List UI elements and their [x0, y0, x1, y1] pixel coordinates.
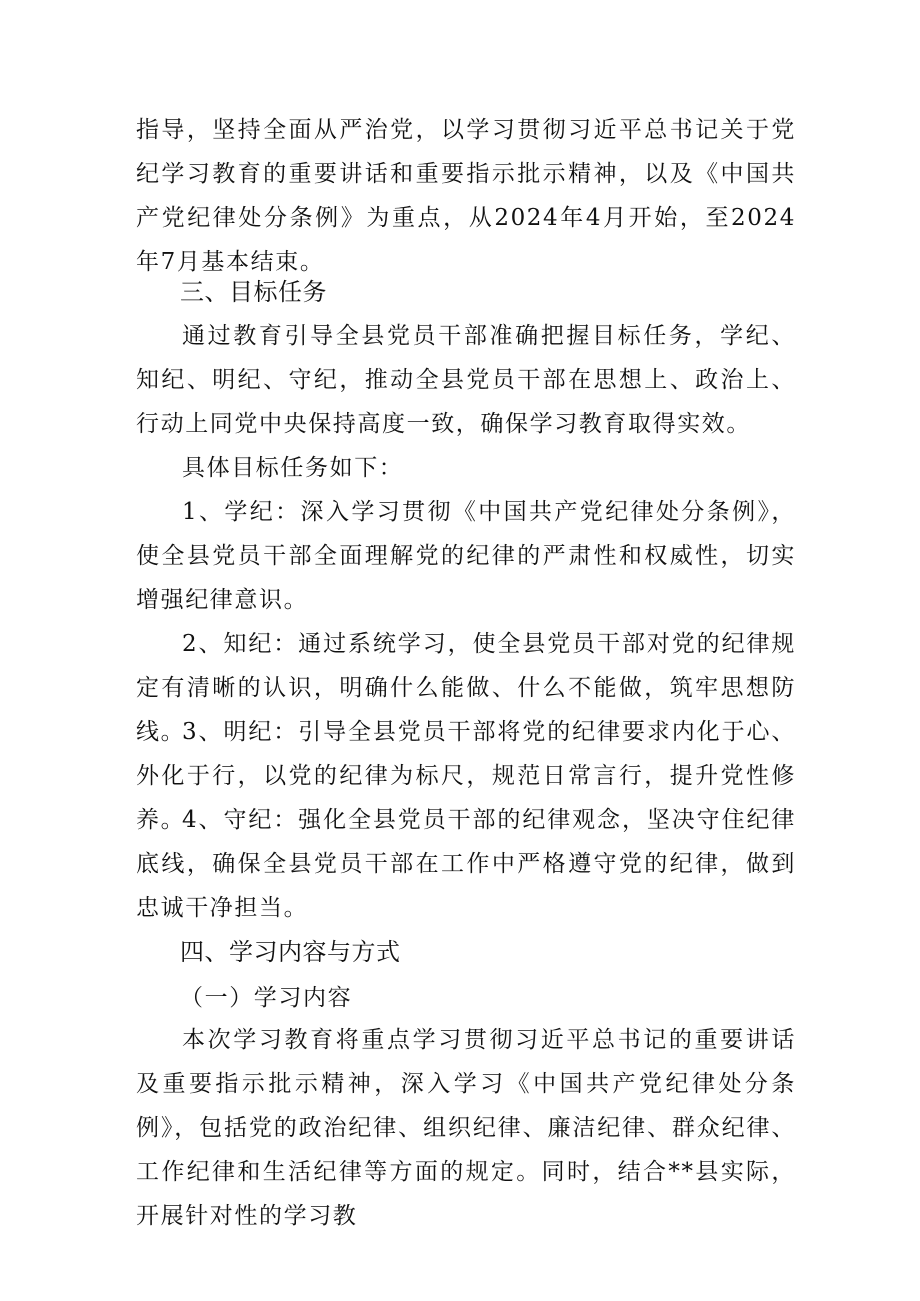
section-heading-content: 四、学习内容与方式	[180, 938, 401, 966]
subsection-heading-content: （一）学习内容	[180, 985, 353, 1011]
goal-item-2: 2、知纪：通过系统学习，使全县党员干部对党的纪律规定有清晰的认识，明确什么能做、什么不能做，筑牢思想防线。	[136, 631, 796, 745]
goal-item-3: 3、明纪：引导全县党员干部将党的纪律要求内化于心、外化于行，以党的纪律为标尺，规范日常言行，提升党性修养。	[136, 719, 796, 833]
goals-list-intro: 具体目标任务如下：	[182, 455, 404, 481]
goals-paragraph: 通过教育引导全县党员干部准确把握目标任务，学纪、知纪、明纪、守纪，推动全县党员干部在思想上、政治上、行动上同党中央保持高度一致，确保学习教育取得实效。	[136, 323, 796, 437]
section-heading-goals: 三、目标任务	[180, 278, 327, 306]
content-paragraph: 本次学习教育将重点学习贯彻习近平总书记的重要讲话及重要指示批示精神，深入学习《中国共产党纪律处分条例》，包括党的政治纪律、组织纪律、廉洁纪律、群众纪律、工作纪律和生活纪律等方面的规定。同时，结合**县实际，开展针对性的学习教	[136, 1027, 796, 1229]
goal-item-4: 4、守纪：强化全县党员干部的纪律观念，坚决守住纪律底线，确保全县党员干部在工作中严格遵守党的纪律，做到忠诚干净担当。	[136, 807, 796, 921]
goal-item-1: 1、学纪：深入学习贯彻《中国共产党纪律处分条例》，使全县党员干部全面理解党的纪律的严肃性和权威性，切实增强纪律意识。	[136, 499, 796, 613]
intro-paragraph: 指导，坚持全面从严治党，以学习贯彻习近平总书记关于党纪学习教育的重要讲话和重要指示批示精神，以及《中国共产党纪律处分条例》为重点，从2024年4月开始，至2024年7月基本结束。	[136, 117, 796, 275]
